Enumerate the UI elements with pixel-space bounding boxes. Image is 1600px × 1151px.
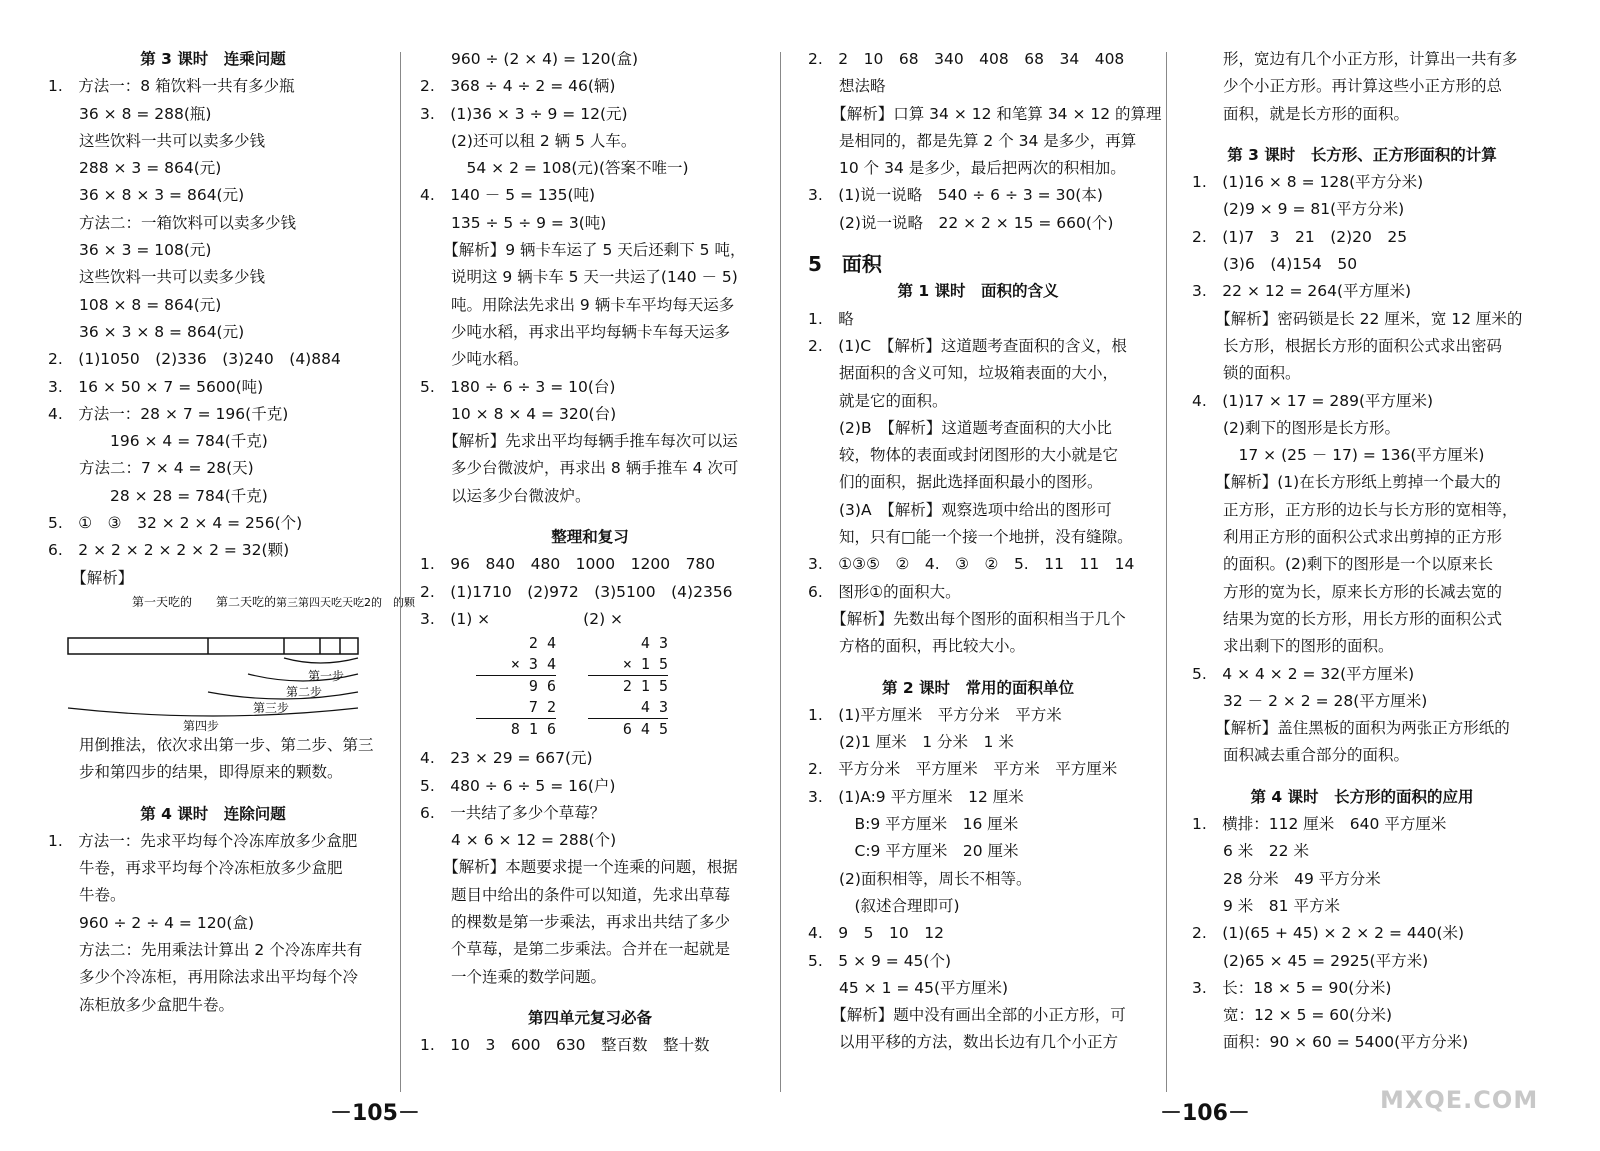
text-line: 960 ÷ 2 ÷ 4 = 120(盒) bbox=[48, 913, 255, 932]
text-line: 3. 长：18 × 5 = 90(分米) bbox=[1192, 978, 1392, 997]
label-day1: 第一天吃的 bbox=[132, 594, 193, 609]
spacer bbox=[1192, 770, 1532, 784]
spacer bbox=[420, 510, 760, 524]
lines-a bbox=[420, 46, 760, 633]
text-line: 【解析】先求出平均每辆手推车每次可以运 bbox=[420, 432, 738, 451]
calc-row: 4 3 bbox=[616, 634, 668, 653]
text-line: 3. (1)A:9 平方厘米 12 厘米 bbox=[808, 787, 1024, 806]
text-line: 1. (1)16 × 8 = 128(平方分米) bbox=[1192, 173, 1424, 192]
text-line: 2. 2 10 68 340 408 68 34 408 bbox=[808, 50, 1125, 68]
text-line: 多少台微波炉，再求出 8 辆手推车 4 次可 bbox=[420, 459, 739, 478]
label-step2: 第二步 bbox=[286, 684, 323, 699]
text-line: (叙述合理即可) bbox=[808, 896, 960, 915]
text-line: 这些饮料一共可以卖多少钱 bbox=[48, 268, 266, 287]
text-line: 3. 16 × 50 × 7 = 5600(吨) bbox=[48, 377, 264, 396]
text-line: 10 个 34 是多少，最后把两次的积相加。 bbox=[808, 159, 1126, 178]
text-line: 36 × 8 × 3 = 864(元) bbox=[48, 186, 245, 205]
text-line: 方法二：7 × 4 = 28(天) bbox=[48, 459, 254, 478]
lines-b bbox=[420, 745, 760, 1059]
column-1 bbox=[48, 46, 415, 1019]
text-line: 32 － 2 × 2 = 28(平方厘米) bbox=[1192, 691, 1428, 710]
text-line: 【解析】题中没有画出全部的小正方形，可 bbox=[808, 1006, 1126, 1025]
text-line: 结果为宽的长方形，用长方形的面积公式 bbox=[1192, 609, 1503, 628]
text-line: 6. 一共结了多少个草莓？ bbox=[420, 803, 606, 822]
step-diagram-svg bbox=[48, 592, 415, 733]
text-line: 想法略 bbox=[808, 77, 886, 96]
text-line: 以用平移的方法，数出长边有几个小正方 bbox=[808, 1033, 1119, 1052]
text-line: 面积：90 × 60 = 5400(平方分米) bbox=[1192, 1033, 1469, 1052]
text-line: 1. (1)平方厘米 平方分米 平方米 bbox=[808, 705, 1062, 724]
text-line: 3. (1) × (2) × bbox=[420, 609, 624, 628]
brace-step3 bbox=[208, 692, 358, 699]
text-line: 5. 480 ÷ 6 ÷ 5 = 16(户) bbox=[420, 776, 616, 795]
text-line: 4 × 6 × 12 = 288(个) bbox=[420, 831, 617, 850]
calc-2 bbox=[588, 633, 683, 740]
step-diagram bbox=[48, 592, 415, 733]
text-line: 4. 9 5 10 12 bbox=[808, 924, 944, 943]
text-line: 这些饮料一共可以卖多少钱 bbox=[48, 131, 266, 150]
text-line: 【解析】9 辆卡车运了 5 天后还剩下 5 吨， bbox=[420, 241, 746, 260]
lines-b bbox=[48, 732, 378, 1019]
text-line: 方格的面积，再比较大小。 bbox=[808, 637, 1026, 656]
text-line: 就是它的面积。 bbox=[808, 391, 948, 410]
text-line: 4. 方法一：28 × 7 = 196(千克) bbox=[48, 404, 289, 423]
text-line: 17 × (25 － 17) = 136(平方厘米) bbox=[1192, 446, 1485, 465]
text-line: (2)面积相等，周长不相等。 bbox=[808, 869, 1032, 888]
column-divider bbox=[1166, 52, 1167, 1092]
text-line: 方法二：一箱饮料可以卖多少钱 bbox=[48, 213, 297, 232]
text-line: (2)65 × 45 = 2925(平方米) bbox=[1192, 951, 1429, 970]
section-title: 第四单元复习必备 bbox=[527, 1008, 652, 1027]
text-line: 6. 图形①的面积大。 bbox=[808, 582, 961, 601]
brace-step4 bbox=[68, 708, 358, 716]
calc-row: 7 2 bbox=[476, 697, 556, 719]
spacer bbox=[808, 661, 1148, 675]
text-line: 1. 方法一：8 箱饮料一共有多少瓶 bbox=[48, 77, 295, 96]
text-line: 较，物体的表面或封闭图形的大小就是它 bbox=[808, 446, 1119, 465]
text-line: 是相同的，都是先算 2 个 34 是多少，再算 bbox=[808, 131, 1137, 150]
text-line: 正方形，正方形的边长与长方形的宽相等， bbox=[1192, 500, 1518, 519]
text-line: (3)6 (4)154 50 bbox=[1192, 255, 1358, 274]
text-line: 用倒推法，依次求出第一步、第二步、第三 bbox=[48, 735, 374, 754]
text-line: 36 × 8 = 288(瓶) bbox=[48, 104, 212, 123]
column-divider bbox=[400, 52, 401, 1092]
text-line: 【解析】先数出每个图形的面积相当于几个 bbox=[808, 609, 1126, 628]
text-line: 3. (1)36 × 3 ÷ 9 = 12(元) bbox=[420, 104, 628, 123]
text-line: 5. ① ③ 32 × 2 × 4 = 256(个) bbox=[48, 514, 303, 533]
text-line: (2)说一说略 22 × 2 × 15 = 660(个) bbox=[808, 213, 1114, 232]
text-line: 4. (1)17 × 17 = 289(平方厘米) bbox=[1192, 391, 1434, 410]
text-line: 少个小正方形。再计算这些小正方形的总 bbox=[1192, 77, 1503, 96]
text-line: 5. 4 × 4 × 2 = 32(平方厘米) bbox=[1192, 664, 1415, 683]
text-line: (2)剩下的图形是长方形。 bbox=[1192, 418, 1400, 437]
lesson-title: 第 1 课时 面积的含义 bbox=[897, 282, 1059, 301]
calc-row: 4 3 bbox=[588, 697, 668, 719]
calc-row: × 3 4 bbox=[476, 654, 556, 676]
total-bar bbox=[68, 638, 358, 654]
text-line: 5. 180 ÷ 6 ÷ 3 = 10(台) bbox=[420, 377, 616, 396]
lesson-title: 第 2 课时 常用的面积单位 bbox=[881, 678, 1075, 697]
lesson-title: 第 3 课时 连乘问题 bbox=[140, 50, 286, 68]
lesson-title: 第 4 课时 连除问题 bbox=[140, 804, 286, 823]
text-line: 方形的宽为长，原来长方形的长减去宽的 bbox=[1192, 582, 1503, 601]
text-line: 冻柜放多少盒肥牛卷。 bbox=[48, 995, 235, 1014]
calc-row: 2 1 5 bbox=[622, 677, 668, 696]
spacer bbox=[420, 991, 760, 1005]
text-line: 288 × 3 = 864(元) bbox=[48, 159, 222, 178]
spacer bbox=[48, 787, 378, 801]
calc-row: 9 6 bbox=[504, 677, 556, 696]
text-line: 135 ÷ 5 ÷ 9 = 3(吨) bbox=[420, 213, 607, 232]
text-line: 10 × 8 × 4 = 320(台) bbox=[420, 404, 617, 423]
text-line: 3. 22 × 12 = 264(平方厘米) bbox=[1192, 282, 1412, 301]
lesson-title: 第 3 课时 长方形、正方形面积的计算 bbox=[1227, 145, 1497, 164]
text-line: 牛卷。 bbox=[48, 886, 126, 905]
text-line: 们的面积，据此选择面积最小的图形。 bbox=[808, 473, 1103, 492]
text-line: 说明这 9 辆卡车 5 天一共运了(140 － 5) bbox=[420, 268, 738, 287]
text-line: 利用正方形的面积公式求出剪掉的正方形 bbox=[1192, 528, 1503, 547]
text-line: 多少个冷冻柜，再用除法求出平均每个冷 bbox=[48, 968, 359, 987]
column-3 bbox=[808, 46, 1162, 1057]
text-line: 36 × 3 = 108(元) bbox=[48, 241, 212, 260]
text-line: 方法二：先用乘法计算出 2 个冷冻库共有 bbox=[48, 941, 363, 960]
text-line: 1. 10 3 600 630 整百数 整十数 bbox=[420, 1036, 710, 1055]
text-line: 形，宽边有几个小正方形，计算出一共有多 bbox=[1192, 50, 1518, 68]
text-line: 【解析】盖住黑板的面积为两张正方形纸的 bbox=[1192, 719, 1510, 738]
text-line: 一个连乘的数学问题。 bbox=[420, 967, 607, 986]
text-line: 1. 横排：112 厘米 640 平方厘米 bbox=[1192, 815, 1447, 834]
text-line: 28 × 28 = 784(千克) bbox=[48, 486, 268, 505]
text-line: 【解析】(1)在长方形纸上剪掉一个最大的 bbox=[1192, 473, 1501, 492]
page-number-105: －105－ bbox=[330, 1101, 420, 1126]
calc-row: 6 4 5 bbox=[622, 720, 668, 739]
text-line: 以运多少台微波炉。 bbox=[420, 486, 591, 505]
text-line: 牛卷，再求平均每个冷冻柜放多少盒肥 bbox=[48, 859, 343, 878]
text-line: 少吨水稻。 bbox=[420, 350, 529, 369]
unit-title: 5 面积 bbox=[808, 252, 882, 277]
page-number-106: －106－ bbox=[1160, 1101, 1250, 1126]
label-day34: 第三第四天吃天吃2的 的颗 bbox=[276, 595, 415, 609]
text-line: 2. 平方分米 平方厘米 平方米 平方厘米 bbox=[808, 760, 1118, 779]
label-step1: 第一步 bbox=[308, 668, 345, 683]
text-line: 6. 2 × 2 × 2 × 2 × 2 = 32(颗) bbox=[48, 541, 290, 560]
column-2 bbox=[420, 46, 760, 1060]
text-line: 2. (1)1710 (2)972 (3)5100 (4)2356 bbox=[420, 582, 733, 601]
text-line: 个草莓，是第二步乘法。合并在一起就是 bbox=[420, 940, 731, 959]
text-line: 5. 5 × 9 = 45(个) bbox=[808, 951, 952, 970]
text-line: 36 × 3 × 8 = 864(元) bbox=[48, 322, 245, 341]
text-line: B:9 平方厘米 16 厘米 bbox=[808, 815, 1019, 834]
calc-row: × 1 5 bbox=[588, 654, 668, 676]
column-4 bbox=[1192, 46, 1532, 1057]
brace-step1 bbox=[284, 658, 358, 663]
spacer bbox=[1192, 128, 1532, 142]
text-line: 面积减去重合部分的面积。 bbox=[1192, 746, 1410, 765]
text-line: 【解析】密码锁是长 22 厘米，宽 12 厘米的 bbox=[1192, 309, 1523, 328]
text-line: 2. 368 ÷ 4 ÷ 2 = 46(辆) bbox=[420, 77, 616, 96]
text-line: 2. (1)1050 (2)336 (3)240 (4)884 bbox=[48, 350, 341, 369]
text-line: 的棵数是第一步乘法，再求出共结了多少 bbox=[420, 913, 731, 932]
text-line: 196 × 4 = 784(千克) bbox=[48, 432, 268, 451]
text-line: 步和第四步的结果，即得原来的颗数。 bbox=[48, 763, 343, 782]
text-line: 的面积。(2)剩下的图形是一个以原来长 bbox=[1192, 555, 1493, 574]
lesson-title: 第 4 课时 长方形的面积的应用 bbox=[1250, 787, 1474, 806]
text-line: C:9 平方厘米 20 厘米 bbox=[808, 842, 1019, 861]
text-line: 2. (1)C 【解析】这道题考查面积的含义，根 bbox=[808, 336, 1127, 355]
text-line: 长方形，根据长方形的面积公式求出密码 bbox=[1192, 336, 1503, 355]
text-line: 【解析】 bbox=[48, 568, 134, 587]
label-step3: 第三步 bbox=[253, 700, 290, 715]
text-line: 锁的面积。 bbox=[1192, 364, 1301, 383]
text-line: 960 ÷ (2 × 4) = 120(盒) bbox=[420, 50, 639, 68]
text-line: 3. ①③⑤ ② 4. ③ ② 5. 11 11 14 bbox=[808, 555, 1135, 574]
lines-a bbox=[48, 46, 378, 592]
text-line: 知，只有□能一个接一个地拼，没有缝隙。 bbox=[808, 528, 1133, 547]
text-line: 3. (1)说一说略 540 ÷ 6 ÷ 3 = 30(本) bbox=[808, 186, 1103, 205]
text-line: (2)B 【解析】这道题考查面积的大小比 bbox=[808, 418, 1112, 437]
label-step4: 第四步 bbox=[183, 718, 220, 733]
text-line: 少吨水稻，再求出平均每辆卡车每天运多 bbox=[420, 322, 731, 341]
text-line: 1. 略 bbox=[808, 309, 854, 328]
text-line: 吨。用除法先求出 9 辆卡车平均每天运多 bbox=[420, 295, 735, 314]
text-line: 4. 140 － 5 = 135(吨) bbox=[420, 186, 596, 205]
vertical-calculations bbox=[420, 633, 760, 745]
text-line: 9 米 81 平方米 bbox=[1192, 896, 1340, 915]
column-divider bbox=[780, 52, 781, 1092]
text-line: (2)1 厘米 1 分米 1 米 bbox=[808, 733, 1014, 752]
text-line: 2. (1)7 3 21 (2)20 25 bbox=[1192, 227, 1408, 246]
spacer bbox=[808, 237, 1148, 251]
text-line: 1. 方法一：先求平均每个冷冻库放多少盒肥 bbox=[48, 831, 358, 850]
section-title: 整理和复习 bbox=[551, 528, 629, 547]
text-line: 求出剩下的图形的面积。 bbox=[1192, 637, 1394, 656]
text-line: 1. 96 840 480 1000 1200 780 bbox=[420, 555, 716, 574]
text-line: 据面积的含义可知，垃圾箱表面的大小， bbox=[808, 364, 1119, 383]
text-line: (2)还可以租 2 辆 5 人车。 bbox=[420, 131, 637, 150]
text-line: 4. 23 × 29 = 667(元) bbox=[420, 749, 593, 768]
text-line: 题目中给出的条件可以知道，先求出草莓 bbox=[420, 885, 731, 904]
calc-row: 2 4 bbox=[504, 634, 556, 653]
text-line: 6 米 22 米 bbox=[1192, 842, 1309, 861]
text-line: 【解析】口算 34 × 12 和笔算 34 × 12 的算理 bbox=[808, 104, 1162, 123]
label-day2: 第二天吃的 bbox=[216, 594, 277, 609]
text-line: 面积，就是长方形的面积。 bbox=[1192, 104, 1410, 123]
text-line: 108 × 8 = 864(元) bbox=[48, 295, 222, 314]
text-line: 45 × 1 = 45(平方厘米) bbox=[808, 978, 1009, 997]
text-line: 28 分米 49 平方分米 bbox=[1192, 869, 1381, 888]
text-line: 2. (1)(65 + 45) × 2 × 2 = 440(米) bbox=[1192, 924, 1465, 943]
text-line: 【解析】本题要求提一个连乘的问题，根据 bbox=[420, 858, 738, 877]
text-line: (3)A 【解析】观察选项中给出的图形可 bbox=[808, 500, 1112, 519]
calc-row: 8 1 6 bbox=[510, 720, 556, 739]
watermark: MXQE.COM bbox=[1380, 1086, 1539, 1114]
text-line: 宽：12 × 5 = 60(分米) bbox=[1192, 1006, 1393, 1025]
calc-1 bbox=[476, 633, 571, 740]
text-line: 54 × 2 = 108(元)(答案不唯一) bbox=[420, 159, 689, 178]
text-line: (2)9 × 9 = 81(平方分米) bbox=[1192, 200, 1405, 219]
